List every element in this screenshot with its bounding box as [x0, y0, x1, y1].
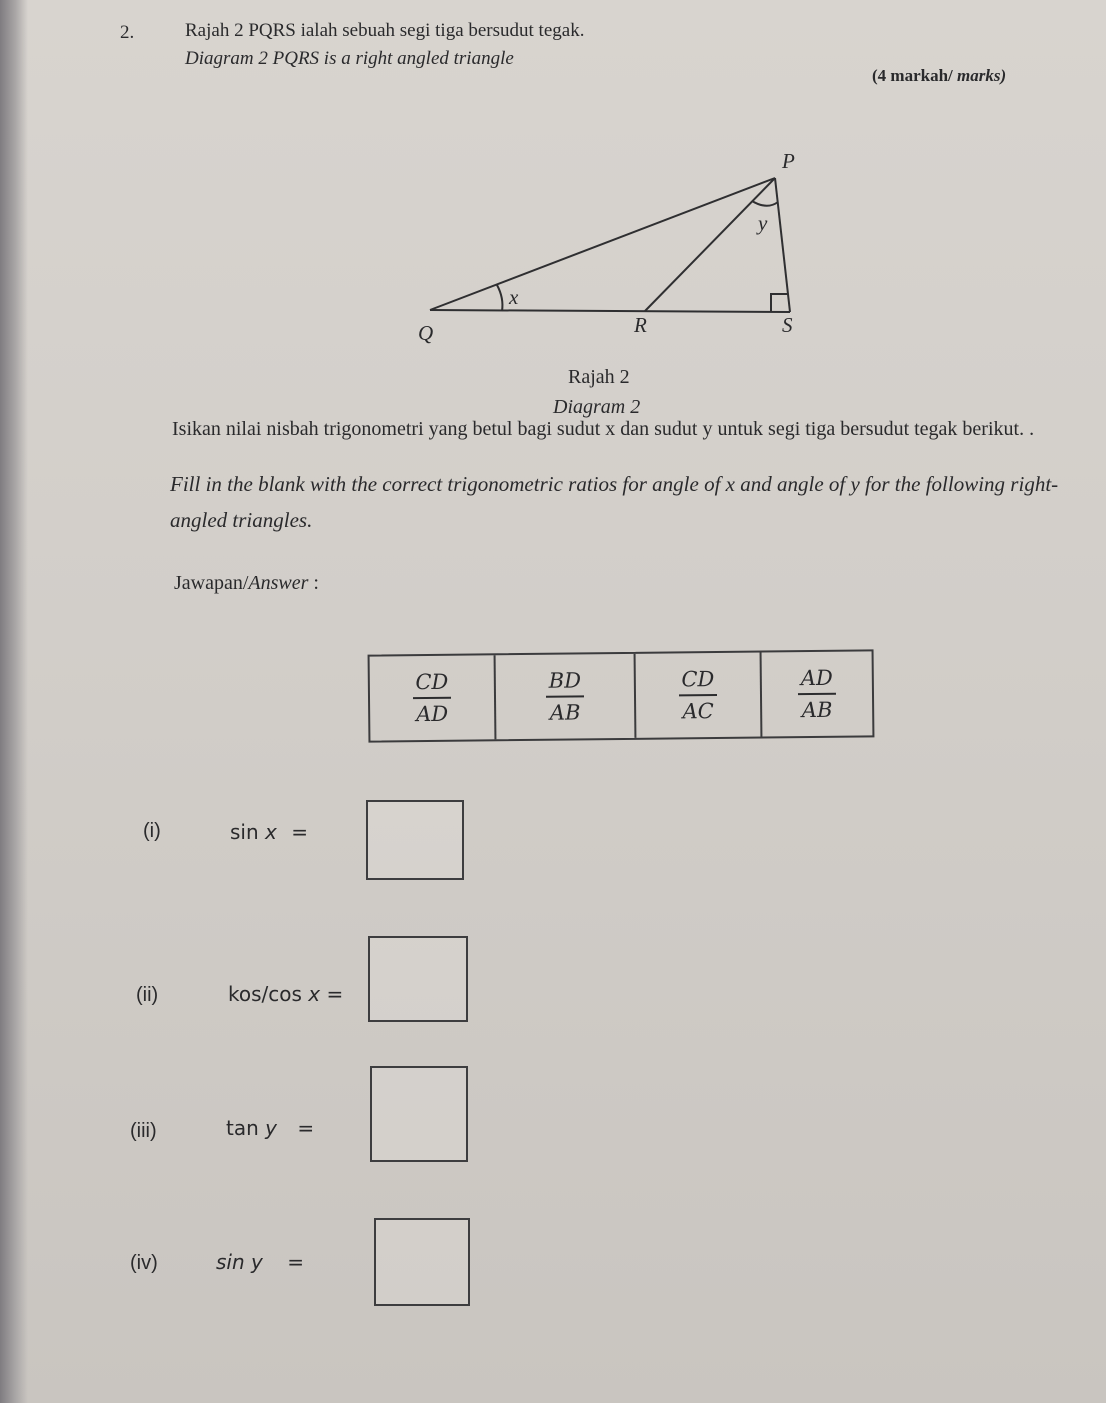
diagram-caption-malay: Rajah 2 [568, 366, 630, 388]
item-iv-equals: = [287, 1250, 304, 1274]
instruction-english: Fill in the blank with the correct trigonometric ratios for angle of x and angle of y for the following right-angled triangles. [170, 472, 1059, 532]
label-angle-x: x [509, 285, 519, 309]
option-fraction [678, 667, 717, 723]
question-number: 2. [120, 22, 135, 43]
option-denominator: AC [682, 699, 714, 724]
side-qp [430, 178, 775, 310]
option-fraction [546, 668, 585, 724]
item-iv-function: sin [216, 1250, 245, 1274]
label-angle-y: y [758, 211, 768, 235]
option-cell[interactable] [496, 654, 637, 739]
option-cell[interactable] [636, 653, 763, 738]
answer-box-ii[interactable] [368, 936, 468, 1022]
marks-indicator [872, 66, 1006, 86]
option-fraction [412, 670, 451, 726]
option-fraction [798, 666, 837, 722]
item-ii-equals: = [326, 982, 344, 1006]
option-numerator: CD [678, 667, 717, 696]
option-denominator: AB [801, 697, 833, 723]
option-numerator: AD [798, 666, 836, 695]
item-iii-function: tan [226, 1116, 259, 1140]
label-p: P [782, 149, 795, 173]
angle-y-arc [752, 201, 778, 206]
answer-box-iii[interactable] [370, 1066, 468, 1162]
item-i-expression [230, 820, 308, 844]
option-cell[interactable] [370, 655, 497, 740]
item-ii-function: kos/cos [228, 982, 302, 1006]
right-angle-marker [771, 294, 788, 311]
item-iv-expression [216, 1250, 304, 1274]
answer-label-colon: : [308, 572, 319, 594]
label-s: S [782, 313, 793, 337]
question-statement-malay: Rajah 2 PQRS ialah sebuah segi tiga bersudut tegak. [185, 20, 585, 41]
angle-x-arc [497, 285, 502, 311]
item-i-variable: x [265, 820, 277, 844]
item-ii-expression [228, 982, 343, 1006]
item-i-equals: = [291, 820, 308, 844]
item-i-label: (i) [143, 820, 161, 842]
answer-box-i[interactable] [366, 800, 464, 880]
page-edge-shadow [0, 0, 28, 1403]
answer-label-english: Answer [248, 572, 309, 594]
item-ii-variable: x [308, 982, 321, 1006]
instruction-malay: Isikan nilai nisbah trigonometri yang betul bagi sudut x dan sudut y untuk segi tiga bersudut tegak berikut. . [172, 418, 1035, 440]
side-qs [430, 310, 790, 312]
question-statement-english: Diagram 2 PQRS is a right angled triangle [185, 48, 514, 69]
option-numerator: CD [412, 670, 451, 699]
label-q: Q [418, 321, 434, 345]
diagram-caption-english: Diagram 2 [553, 396, 641, 418]
item-iii-label: (iii) [130, 1120, 157, 1142]
option-cell[interactable] [762, 651, 873, 736]
marks-english: marks) [957, 66, 1007, 85]
answer-box-iv[interactable] [374, 1218, 470, 1306]
item-iv-variable: y [251, 1250, 263, 1274]
label-r: R [634, 313, 647, 337]
option-denominator: AB [549, 700, 581, 725]
item-ii-label: (ii) [136, 984, 159, 1006]
item-iv-label: (iv) [130, 1252, 158, 1274]
item-iii-expression [226, 1116, 314, 1140]
ratio-options-table [368, 649, 875, 742]
answer-label [174, 572, 319, 595]
option-denominator: AD [416, 701, 449, 727]
side-ps [775, 178, 790, 312]
marks-malay: (4 markah/ [872, 66, 953, 85]
option-numerator: BD [546, 668, 585, 697]
triangle-diagram [400, 140, 840, 360]
answer-label-malay: Jawapan/ [174, 572, 249, 594]
item-i-function: sin [230, 820, 259, 844]
item-iii-equals: = [297, 1116, 315, 1140]
item-iii-variable: y [265, 1116, 277, 1140]
side-pr [645, 178, 775, 311]
